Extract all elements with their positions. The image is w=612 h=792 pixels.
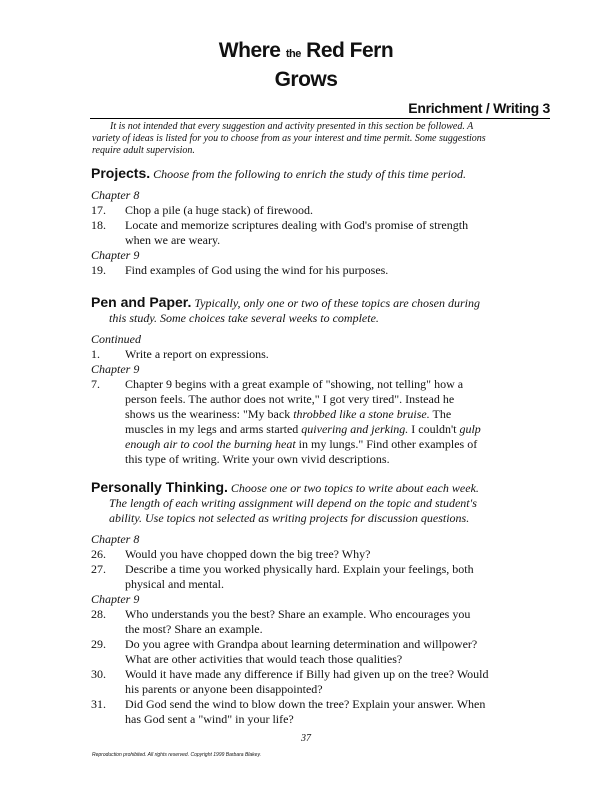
thinking-heading: Personally Thinking. <box>91 479 228 495</box>
text-run: in my lungs." Find other examples of <box>295 437 478 451</box>
intro-note <box>92 121 548 157</box>
pen-paper-description: Typically, only one or two of these topics are chosen during <box>194 296 481 310</box>
projects-section <box>91 166 551 278</box>
list-item <box>91 547 551 562</box>
item-line: Do you agree with Grandpa about learning determination and willpower? <box>125 637 478 651</box>
item-line <box>125 422 551 437</box>
item-line: person feels. The author does not write," I got very tired". Instead he <box>125 392 455 406</box>
list-item <box>91 637 551 667</box>
pen-paper-heading: Pen and Paper. <box>91 294 192 310</box>
page-number: 37 <box>301 733 311 744</box>
intro-line-2: variety of ideas is listed for you to choose from as your interest and time permit. Some suggestions <box>92 133 486 144</box>
item-text: Would you have chopped down the big tree? Why? <box>125 547 371 561</box>
chapter-label: Chapter 9 <box>91 592 140 606</box>
text-run: muscles in my legs and arms started <box>125 422 302 436</box>
thinking-description-cont: ability. Use topics not selected as writing projects for discussion questions. <box>109 511 470 525</box>
thinking-heading-line <box>91 480 551 496</box>
list-item <box>91 218 551 248</box>
thinking-description-cont: The length of each writing assignment will depend on the topic and student's <box>109 496 477 510</box>
chapter-label: Chapter 8 <box>91 532 140 546</box>
item-text <box>125 377 551 467</box>
item-text <box>125 667 551 697</box>
text-run: The <box>429 407 452 421</box>
chapter-label: Chapter 9 <box>91 248 140 262</box>
projects-description: Choose from the following to enrich the study of this time period. <box>153 167 467 181</box>
italic-run: throbbed like a stone bruise. <box>293 407 430 421</box>
title-the: the <box>285 48 301 60</box>
item-number: 19. <box>91 263 106 277</box>
pen-paper-description-cont: this study. Some choices take several weeks to complete. <box>109 311 379 325</box>
item-line: What are other activities that would teach those qualities? <box>125 652 403 666</box>
chapter-label: Chapter 9 <box>91 362 140 376</box>
thinking-section <box>91 480 551 727</box>
list-item <box>91 347 551 362</box>
pen-paper-heading-line <box>91 295 551 311</box>
item-number: 17. <box>91 203 106 217</box>
item-number: 18. <box>91 218 106 232</box>
thinking-description: Choose one or two topics to write about each week. <box>230 481 479 495</box>
item-number: 1. <box>91 347 100 361</box>
copyright-footer: Reproduction prohibited. All rights reserved. Copyright 1999 Barbara Blakey. <box>92 752 261 758</box>
item-line: physical and mental. <box>125 577 224 591</box>
item-text: Find examples of God using the wind for his purposes. <box>125 263 389 277</box>
italic-run: quivering and jerking. <box>301 422 409 436</box>
item-text <box>125 218 551 248</box>
italic-run: enough air to cool the burning heat <box>125 437 296 451</box>
item-line: Who understands you the best? Share an example. Who encourages you <box>125 607 471 621</box>
item-line: this type of writing. Write your own vivid descriptions. <box>125 452 390 466</box>
item-line <box>125 407 551 422</box>
intro-line-3: require adult supervision. <box>92 145 195 156</box>
item-line <box>125 437 551 452</box>
list-item <box>91 377 551 467</box>
item-text <box>125 697 551 727</box>
item-text: Write a report on expressions. <box>125 347 269 361</box>
item-line: has God sent a "wind" in your life? <box>125 712 294 726</box>
chapter-label: Chapter 8 <box>91 188 140 202</box>
item-line: Would it have made any difference if Billy had given up on the tree? Would <box>125 667 489 681</box>
section-label: Enrichment / Writing 3 <box>408 100 550 116</box>
item-text: Chop a pile (a huge stack) of firewood. <box>125 203 313 217</box>
item-number: 27. <box>91 562 106 576</box>
header-divider <box>90 118 550 119</box>
list-item <box>91 562 551 592</box>
item-line: his parents or anyone been disappointed? <box>125 682 323 696</box>
projects-heading-line <box>91 166 551 182</box>
projects-heading: Projects. <box>91 165 151 181</box>
item-line: Chapter 9 begins with a great example of "showing, not telling" how a <box>125 377 464 391</box>
item-number: 30. <box>91 667 106 681</box>
italic-run: gulp <box>459 422 481 436</box>
item-number: 28. <box>91 607 106 621</box>
item-line: when we are weary. <box>125 233 221 247</box>
item-line: Describe a time you worked physically hard. Explain your feelings, both <box>125 562 474 576</box>
text-run: shows us the weariness: "My back <box>125 407 294 421</box>
list-item <box>91 667 551 697</box>
item-line: the most? Share an example. <box>125 622 263 636</box>
item-text <box>125 562 551 592</box>
item-text <box>125 607 551 637</box>
list-item <box>91 697 551 727</box>
list-item <box>91 607 551 637</box>
item-number: 7. <box>91 377 100 391</box>
title-where: Where <box>218 39 281 62</box>
page-title <box>0 38 612 92</box>
title-line-2: Grows <box>274 68 338 91</box>
list-item <box>91 203 551 218</box>
intro-line-1: It is not intended that every suggestion and activity presented in this section be followed. A <box>110 121 474 132</box>
item-text <box>125 637 551 667</box>
item-number: 29. <box>91 637 106 651</box>
list-item <box>91 263 551 278</box>
title-red-fern: Red Fern <box>306 39 394 62</box>
item-number: 31. <box>91 697 106 711</box>
pen-paper-section <box>91 295 551 467</box>
continued-label: Continued <box>91 332 141 346</box>
text-run: I couldn't <box>408 422 460 436</box>
item-line: Did God send the wind to blow down the tree? Explain your answer. When <box>125 697 486 711</box>
item-number: 26. <box>91 547 106 561</box>
item-line: Locate and memorize scriptures dealing with God's promise of strength <box>125 218 469 232</box>
